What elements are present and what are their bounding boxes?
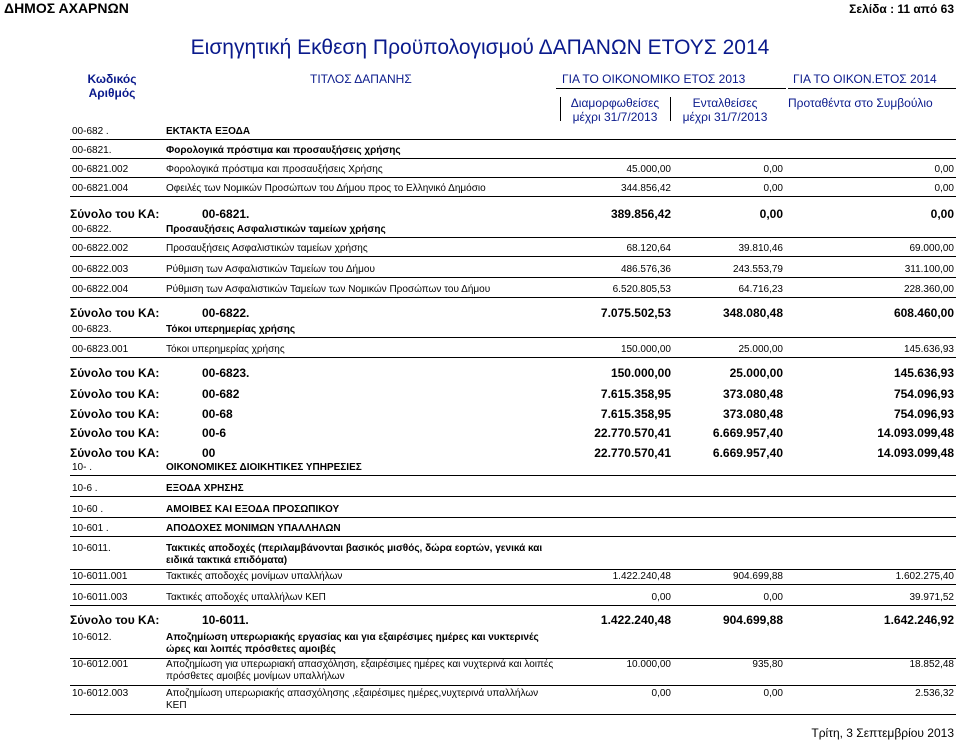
col-code-line1: Κωδικός bbox=[87, 72, 137, 86]
col-fy2013: ΓΙΑ ΤΟ ΟΙΚΟΝΟΜΙΚΟ ΕΤΟΣ 2013 bbox=[562, 72, 746, 86]
total-ordered: 373.080,48 bbox=[722, 407, 783, 421]
row-heading: ΑΠΟΔΟΧΕΣ ΜΟΝΙΜΩΝ ΥΠΑΛΛΗΛΩΝ bbox=[166, 523, 341, 534]
total-code: 00-6821. bbox=[202, 207, 250, 221]
row-code: 10-6012.001 bbox=[72, 659, 129, 670]
total-code: 00-6823. bbox=[202, 366, 250, 380]
row-code: 10-6011. bbox=[72, 543, 111, 554]
total-proposed: 14.093.099,48 bbox=[877, 446, 954, 460]
row-separator bbox=[70, 685, 956, 686]
value-modified: 0,00 bbox=[651, 688, 671, 699]
row-separator bbox=[70, 256, 956, 257]
total-modified: 22.770.570,41 bbox=[594, 446, 671, 460]
row-separator bbox=[70, 277, 956, 278]
total-code: 10-6011. bbox=[202, 613, 249, 627]
value-modified: 68.120,64 bbox=[626, 243, 671, 254]
value-ordered: 39.810,46 bbox=[738, 243, 783, 254]
row-code: 00-682 . bbox=[72, 126, 109, 137]
row-heading: Φορολογικά πρόστιμα και προσαυξήσεις χρήσης bbox=[166, 145, 401, 156]
total-modified: 7.615.358,95 bbox=[600, 407, 671, 421]
total-label: Σύνολο του ΚΑ: bbox=[70, 207, 160, 221]
row-separator bbox=[70, 517, 956, 518]
row-separator bbox=[70, 536, 956, 537]
row-code: 00-6823. bbox=[72, 324, 112, 335]
total-label: Σύνολο του ΚΑ: bbox=[70, 426, 160, 440]
value-ordered: 0,00 bbox=[763, 592, 783, 603]
total-modified: 150.000,00 bbox=[610, 366, 671, 380]
value-proposed: 228.360,00 bbox=[903, 284, 954, 295]
row-title: Ρύθμιση των Ασφαλιστικών Ταμείων των Νομικών Προσώπων του Δήμου bbox=[166, 284, 491, 295]
value-modified: 10.000,00 bbox=[626, 659, 671, 670]
report-title: Εισηγητική Εκθεση Προϋπολογισμού ΔΑΠΑΝΩΝ ΕΤΟΥΣ 2014 bbox=[190, 36, 770, 59]
row-code: 00-6822.003 bbox=[72, 264, 129, 275]
row-code: 00-6821.002 bbox=[72, 164, 129, 175]
row-code: 10-6011.003 bbox=[72, 592, 128, 603]
total-proposed: 754.096,93 bbox=[893, 387, 954, 401]
row-title: Φορολογικά πρόστιμα και προσαυξήσεις Χρήσης bbox=[166, 164, 383, 175]
total-code: 00-6 bbox=[202, 426, 227, 440]
total-label: Σύνολο του ΚΑ: bbox=[70, 366, 160, 380]
value-modified: 486.576,36 bbox=[620, 264, 671, 275]
row-heading: Προσαυξήσεις Ασφαλιστικών ταμείων χρήσης bbox=[166, 224, 386, 235]
row-title: Αποζημίωση για υπερωριακή απασχόληση, εξαιρέσιμες ημέρες και νυχτερινά και λοιπές πρόσθετες αμοιβές μονίμων υπαλλήλων bbox=[166, 659, 554, 682]
total-ordered: 25.000,00 bbox=[729, 366, 783, 380]
value-proposed: 0,00 bbox=[934, 164, 954, 175]
col-ordered-line1: Ενταλθείσες bbox=[692, 96, 758, 110]
value-proposed: 18.852,48 bbox=[909, 659, 954, 670]
row-code: 10-6011.001 bbox=[72, 571, 128, 582]
total-proposed: 608.460,00 bbox=[893, 306, 954, 320]
value-ordered: 25.000,00 bbox=[738, 344, 783, 355]
value-proposed: 0,00 bbox=[934, 183, 954, 194]
total-label: Σύνολο του ΚΑ: bbox=[70, 407, 160, 421]
row-code: 10-6 . bbox=[72, 483, 98, 494]
municipality-name: ΔΗΜΟΣ ΑΧΑΡΝΩΝ bbox=[4, 0, 129, 16]
row-heading: Αποζημίωση υπερωριακής εργασίας και για εξαιρέσιμες ημέρες και νυκτερινές ώρες και λοιπές πρόσθετες αμοιβές bbox=[166, 632, 539, 655]
total-proposed: 14.093.099,48 bbox=[877, 426, 954, 440]
row-code: 00-6821. bbox=[72, 145, 112, 156]
row-title: Τόκοι υπερημερίας χρήσης bbox=[166, 344, 285, 355]
total-label: Σύνολο του ΚΑ: bbox=[70, 446, 160, 460]
row-code: 00-6822.004 bbox=[72, 284, 129, 295]
value-ordered: 0,00 bbox=[763, 688, 783, 699]
total-code: 00-682 bbox=[202, 387, 240, 401]
total-label: Σύνολο του ΚΑ: bbox=[70, 613, 160, 627]
total-label: Σύνολο του ΚΑ: bbox=[70, 306, 160, 320]
fy2014-underline bbox=[788, 88, 956, 89]
total-proposed: 754.096,93 bbox=[893, 407, 954, 421]
value-modified: 344.856,42 bbox=[620, 183, 671, 194]
row-separator bbox=[70, 177, 956, 178]
total-ordered: 904.699,88 bbox=[722, 613, 783, 627]
row-separator bbox=[70, 584, 956, 585]
col-expense-title: ΤΙΤΛΟΣ ΔΑΠΑΝΗΣ bbox=[310, 72, 412, 86]
total-code: 00 bbox=[202, 446, 216, 460]
total-modified: 1.422.240,48 bbox=[600, 613, 671, 627]
row-code: 00-6821.004 bbox=[72, 183, 129, 194]
row-heading: Τακτικές αποδοχές (περιλαμβάνονται βασικός μισθός, δώρα εορτών, γενικά και ειδικά τακτικά επιδόματα) bbox=[166, 543, 543, 566]
total-ordered: 6.669.957,40 bbox=[712, 446, 783, 460]
value-modified: 6.520.805,53 bbox=[612, 284, 671, 295]
value-proposed: 311.100,00 bbox=[904, 264, 954, 275]
row-separator bbox=[70, 714, 956, 715]
row-separator bbox=[70, 237, 956, 238]
row-separator bbox=[70, 297, 956, 298]
modified-right-border bbox=[670, 97, 671, 121]
row-heading: ΟΙΚΟΝΟΜΙΚΕΣ ΔΙΟΙΚΗΤΙΚΕΣ ΥΠΗΡΕΣΙΕΣ bbox=[166, 462, 362, 473]
row-heading: ΕΞΟΔΑ ΧΡΗΣΗΣ bbox=[166, 483, 244, 494]
row-code: 00-6822.002 bbox=[72, 243, 129, 254]
row-title: Ρύθμιση των Ασφαλιστικών Ταμείων του Δήμου bbox=[166, 264, 375, 275]
row-code: 10-6012. bbox=[72, 632, 112, 643]
total-proposed: 0,00 bbox=[930, 207, 954, 221]
row-title: Τακτικές αποδοχές υπαλλήλων ΚΕΠ bbox=[166, 592, 326, 603]
page-number: Σελίδα : 11 από 63 bbox=[849, 2, 954, 16]
row-heading: Τόκοι υπερημερίας χρήσης bbox=[166, 324, 296, 335]
row-code: 10-60 . bbox=[72, 504, 104, 515]
row-code: 10-601 . bbox=[72, 523, 109, 534]
value-ordered: 0,00 bbox=[763, 183, 783, 194]
value-proposed: 69.000,00 bbox=[909, 243, 954, 254]
row-separator bbox=[70, 337, 956, 338]
row-heading: ΑΜΟΙΒΕΣ ΚΑΙ ΕΞΟΔΑ ΠΡΟΣΩΠΙΚΟΥ bbox=[166, 504, 340, 515]
col-modified-line1: Διαμορφωθείσες bbox=[570, 96, 660, 110]
row-title: Αποζημίωση υπερωριακής απασχόλησης ,εξαιρέσιμες ημέρες,νυχτερινά υπαλλήλων ΚΕΠ bbox=[166, 688, 539, 711]
value-proposed: 145.636,93 bbox=[903, 344, 954, 355]
value-ordered: 935,80 bbox=[752, 659, 783, 670]
col-ordered-line2: μέχρι 31/7/2013 bbox=[682, 110, 768, 124]
value-modified: 45.000,00 bbox=[626, 164, 671, 175]
total-code: 00-68 bbox=[202, 407, 233, 421]
row-separator bbox=[70, 569, 956, 570]
row-heading: ΕΚΤΑΚΤΑ ΕΞΟΔΑ bbox=[166, 126, 251, 137]
total-modified: 7.075.502,53 bbox=[600, 306, 671, 320]
value-ordered: 0,00 bbox=[763, 164, 783, 175]
row-separator bbox=[70, 475, 956, 476]
value-ordered: 243.553,79 bbox=[732, 264, 783, 275]
row-separator bbox=[70, 196, 956, 197]
row-separator bbox=[70, 605, 956, 606]
value-modified: 150.000,00 bbox=[620, 344, 671, 355]
col-modified-line2: μέχρι 31/7/2013 bbox=[572, 110, 658, 124]
total-code: 00-6822. bbox=[202, 306, 250, 320]
total-proposed: 1.642.246,92 bbox=[883, 613, 954, 627]
row-title: Οφειλές των Νομικών Προσώπων του Δήμου προς το Ελληνικό Δημόσιο bbox=[166, 183, 486, 194]
total-ordered: 348.080,48 bbox=[722, 306, 783, 320]
value-proposed: 39.971,52 bbox=[909, 592, 954, 603]
total-modified: 7.615.358,95 bbox=[600, 387, 671, 401]
total-ordered: 0,00 bbox=[759, 207, 783, 221]
row-code: 00-6823.001 bbox=[72, 344, 129, 355]
total-modified: 389.856,42 bbox=[610, 207, 671, 221]
modified-left-border bbox=[560, 97, 561, 121]
row-title: Τακτικές αποδοχές μονίμων υπαλλήλων bbox=[166, 571, 343, 582]
value-proposed: 2.536,32 bbox=[915, 688, 954, 699]
footer-date: Τρίτη, 3 Σεπτεμβρίου 2013 bbox=[811, 726, 954, 740]
row-separator bbox=[70, 158, 956, 159]
col-fy2014: ΓΙΑ ΤΟ ΟΙΚΟΝ.ΕΤΟΣ 2014 bbox=[793, 72, 937, 86]
row-separator bbox=[70, 357, 956, 358]
row-code: 10-6012.003 bbox=[72, 688, 129, 699]
col-code-line2: Αριθμός bbox=[88, 86, 136, 100]
total-ordered: 373.080,48 bbox=[722, 387, 783, 401]
row-separator bbox=[70, 496, 956, 497]
value-ordered: 904.699,88 bbox=[732, 571, 783, 582]
row-code: 10- . bbox=[72, 462, 93, 473]
value-proposed: 1.602.275,40 bbox=[895, 571, 954, 582]
total-ordered: 6.669.957,40 bbox=[712, 426, 783, 440]
row-separator bbox=[70, 139, 956, 140]
row-code: 00-6822. bbox=[72, 224, 112, 235]
value-modified: 1.422.240,48 bbox=[612, 571, 671, 582]
col-proposed: Προταθέντα στο Συμβούλιο bbox=[788, 96, 933, 110]
value-modified: 0,00 bbox=[651, 592, 671, 603]
total-modified: 22.770.570,41 bbox=[594, 426, 671, 440]
total-label: Σύνολο του ΚΑ: bbox=[70, 387, 160, 401]
total-proposed: 145.636,93 bbox=[893, 366, 954, 380]
fy2013-underline bbox=[556, 88, 786, 89]
value-ordered: 64.716,23 bbox=[738, 284, 783, 295]
row-title: Προσαυξήσεις Ασφαλιστικών ταμείων χρήσης bbox=[166, 243, 368, 254]
